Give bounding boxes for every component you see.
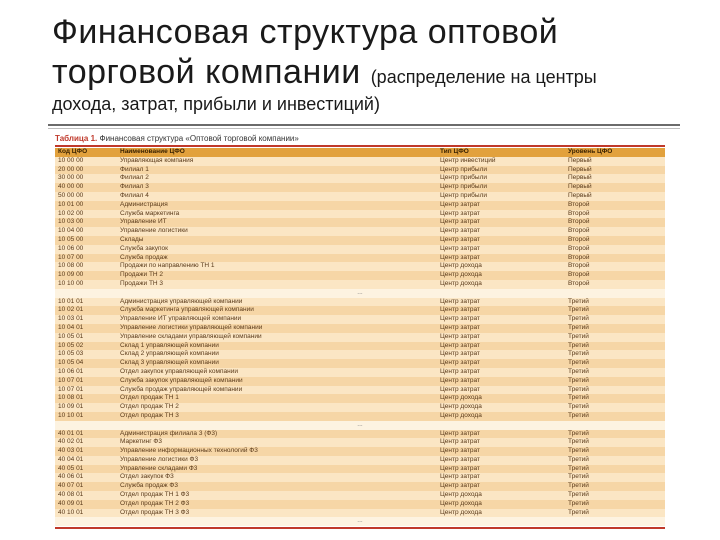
cell-level: Третий bbox=[568, 376, 589, 384]
table-caption-prefix: Таблица 1. bbox=[55, 134, 98, 143]
cell-code: 10 10 01 bbox=[58, 411, 84, 419]
cell-level: Второй bbox=[568, 200, 590, 208]
cell-type: Центр затрат bbox=[440, 385, 480, 393]
cell-type: Центр затрат bbox=[440, 455, 480, 463]
table-row bbox=[55, 359, 665, 368]
cell-type: Центр затрат bbox=[440, 306, 480, 314]
cell-level: Второй bbox=[568, 235, 590, 243]
cell-code: 10 09 00 bbox=[58, 271, 84, 279]
cell-name: Филиал 3 bbox=[120, 183, 149, 191]
cell-name: Администрация bbox=[120, 200, 168, 208]
cell-code: 10 04 00 bbox=[58, 227, 84, 235]
cell-level: Третий bbox=[568, 306, 589, 314]
table-bottom-rule bbox=[55, 527, 665, 529]
cell-code: 10 06 00 bbox=[58, 244, 84, 252]
table-row bbox=[55, 386, 665, 395]
cell-level: Первый bbox=[568, 174, 592, 182]
cell-level: Второй bbox=[568, 253, 590, 261]
cell-type: Центр дохода bbox=[440, 394, 482, 402]
cell-type: Центр затрат bbox=[440, 227, 480, 235]
cell-code: 10 05 00 bbox=[58, 235, 84, 243]
cell-code: 10 09 01 bbox=[58, 403, 84, 411]
ellipsis-cell: ... bbox=[357, 517, 363, 525]
cell-level: Первый bbox=[568, 191, 592, 199]
table-row bbox=[55, 262, 665, 271]
slide-title bbox=[52, 12, 712, 115]
cell-level: Третий bbox=[568, 359, 589, 367]
cell-name: Отдел продаж ТН 3 bbox=[120, 411, 179, 419]
table-row bbox=[55, 298, 665, 307]
cell-type: Центр затрат bbox=[440, 323, 480, 331]
table-caption-text: Финансовая структура «Оптовой торговой компании» bbox=[99, 134, 299, 143]
cell-code: 10 02 01 bbox=[58, 306, 84, 314]
cell-level: Третий bbox=[568, 385, 589, 393]
cell-code: 10 03 00 bbox=[58, 218, 84, 226]
table-row bbox=[55, 509, 665, 518]
cell-code: 40 09 01 bbox=[58, 499, 84, 507]
cell-type: Центр прибыли bbox=[440, 183, 487, 191]
cell-level: Второй bbox=[568, 218, 590, 226]
cell-name: Отдел продаж ТН 1 bbox=[120, 394, 179, 402]
table-row bbox=[55, 289, 665, 298]
cell-level: Третий bbox=[568, 464, 589, 472]
table-row bbox=[55, 218, 665, 227]
cell-name: Отдел продаж ТН 1 Ф3 bbox=[120, 491, 190, 499]
table-row bbox=[55, 210, 665, 219]
table-row bbox=[55, 430, 665, 439]
table-row bbox=[55, 403, 665, 412]
table-row bbox=[55, 394, 665, 403]
cell-type: Центр дохода bbox=[440, 499, 482, 507]
cell-name: Управление ИТ bbox=[120, 218, 167, 226]
cell-level: Третий bbox=[568, 315, 589, 323]
cell-code: 40 01 01 bbox=[58, 429, 84, 437]
title-line-2-small: (распределение на центры bbox=[370, 67, 597, 87]
cell-type: Центр затрат bbox=[440, 253, 480, 261]
cell-code: 10 07 00 bbox=[58, 253, 84, 261]
financial-structure-table-wrap bbox=[55, 134, 665, 530]
table-row bbox=[55, 350, 665, 359]
table-header-row bbox=[55, 148, 665, 157]
cell-type: Центр затрат bbox=[440, 367, 480, 375]
cell-name: Служба закупок bbox=[120, 244, 168, 252]
cell-name: Администрация управляющей компании bbox=[120, 297, 243, 305]
cell-level: Третий bbox=[568, 394, 589, 402]
cell-code: 40 07 01 bbox=[58, 482, 84, 490]
cell-type: Центр затрат bbox=[440, 218, 480, 226]
cell-level: Третий bbox=[568, 429, 589, 437]
cell-name: Продажи ТН 3 bbox=[120, 279, 164, 287]
table-caption bbox=[55, 134, 665, 144]
cell-type: Центр затрат bbox=[440, 235, 480, 243]
cell-code: 40 05 01 bbox=[58, 464, 84, 472]
cell-code: 40 03 01 bbox=[58, 447, 84, 455]
cell-name: Маркетинг Ф3 bbox=[120, 438, 162, 446]
header-type: Тип ЦФО bbox=[437, 148, 565, 157]
table-row bbox=[55, 157, 665, 166]
table-row bbox=[55, 517, 665, 526]
cell-type: Центр дохода bbox=[440, 262, 482, 270]
cell-level: Третий bbox=[568, 403, 589, 411]
cell-name: Отдел закупок управляющей компании bbox=[120, 367, 238, 375]
cell-name: Управляющая компания bbox=[120, 156, 194, 164]
cell-level: Второй bbox=[568, 271, 590, 279]
cell-type: Центр дохода bbox=[440, 403, 482, 411]
table-row bbox=[55, 201, 665, 210]
cell-code: 10 01 01 bbox=[58, 297, 84, 305]
cell-name: Управление логистики bbox=[120, 227, 188, 235]
cell-level: Третий bbox=[568, 491, 589, 499]
cell-type: Центр дохода bbox=[440, 508, 482, 516]
cell-code: 10 05 03 bbox=[58, 350, 84, 358]
table-row bbox=[55, 491, 665, 500]
cell-level: Первый bbox=[568, 156, 592, 164]
title-line-2-main: торговой компании bbox=[52, 53, 361, 91]
header-code: Код ЦФО bbox=[55, 148, 117, 157]
cell-code: 40 04 01 bbox=[58, 455, 84, 463]
cell-type: Центр инвестиций bbox=[440, 156, 496, 164]
cell-name: Отдел продаж ТН 3 Ф3 bbox=[120, 508, 190, 516]
cell-name: Склад 2 управляющей компании bbox=[120, 350, 219, 358]
table-row bbox=[55, 482, 665, 491]
cell-type: Центр затрат bbox=[440, 332, 480, 340]
table-row bbox=[55, 438, 665, 447]
cell-level: Первый bbox=[568, 165, 592, 173]
table-top-rule bbox=[55, 145, 665, 147]
cell-code: 10 06 01 bbox=[58, 367, 84, 375]
table-row bbox=[55, 183, 665, 192]
cell-type: Центр затрат bbox=[440, 200, 480, 208]
cell-level: Второй bbox=[568, 262, 590, 270]
cell-level: Третий bbox=[568, 332, 589, 340]
table-row bbox=[55, 324, 665, 333]
table-row bbox=[55, 236, 665, 245]
cell-type: Центр прибыли bbox=[440, 165, 487, 173]
cell-type: Центр затрат bbox=[440, 473, 480, 481]
cell-type: Центр дохода bbox=[440, 271, 482, 279]
header-name: Наименование ЦФО bbox=[117, 148, 437, 157]
cell-type: Центр затрат bbox=[440, 447, 480, 455]
cell-type: Центр затрат bbox=[440, 464, 480, 472]
cell-code: 40 10 01 bbox=[58, 508, 84, 516]
cell-level: Третий bbox=[568, 367, 589, 375]
cell-code: 10 00 00 bbox=[58, 156, 84, 164]
cell-level: Третий bbox=[568, 482, 589, 490]
cell-type: Центр прибыли bbox=[440, 191, 487, 199]
cell-code: 40 06 01 bbox=[58, 473, 84, 481]
table-row bbox=[55, 342, 665, 351]
cell-code: 40 02 01 bbox=[58, 438, 84, 446]
cell-level: Второй bbox=[568, 244, 590, 252]
cell-name: Управление информационных технологий Ф3 bbox=[120, 447, 258, 455]
title-line-1: Финансовая структура оптовой bbox=[52, 13, 559, 51]
table-row bbox=[55, 192, 665, 201]
cell-name: Управление складами Ф3 bbox=[120, 464, 198, 472]
title-line-2 bbox=[52, 52, 712, 97]
cell-type: Центр затрат bbox=[440, 341, 480, 349]
cell-name: Склад 3 управляющей компании bbox=[120, 359, 219, 367]
cell-code: 10 08 00 bbox=[58, 262, 84, 270]
title-divider-light bbox=[48, 128, 680, 129]
cell-code: 40 08 01 bbox=[58, 491, 84, 499]
cell-code: 10 01 00 bbox=[58, 200, 84, 208]
cell-code: 10 03 01 bbox=[58, 315, 84, 323]
table-row bbox=[55, 456, 665, 465]
cell-name: Склад 1 управляющей компании bbox=[120, 341, 219, 349]
cell-type: Центр затрат bbox=[440, 429, 480, 437]
cell-code: 30 00 00 bbox=[58, 174, 84, 182]
table-row bbox=[55, 412, 665, 421]
cell-level: Третий bbox=[568, 350, 589, 358]
cell-level: Второй bbox=[568, 279, 590, 287]
cell-name: Управление логистики управляющей компании bbox=[120, 323, 263, 331]
cell-name: Служба маркетинга bbox=[120, 209, 180, 217]
cell-type: Центр затрат bbox=[440, 244, 480, 252]
cell-code: 10 10 00 bbox=[58, 279, 84, 287]
cell-name: Филиал 2 bbox=[120, 174, 149, 182]
cell-level: Третий bbox=[568, 508, 589, 516]
cell-type: Центр дохода bbox=[440, 279, 482, 287]
table-row bbox=[55, 306, 665, 315]
cell-level: Третий bbox=[568, 473, 589, 481]
table-row bbox=[55, 254, 665, 263]
ellipsis-cell: ... bbox=[357, 420, 363, 428]
cell-type: Центр дохода bbox=[440, 491, 482, 499]
cell-level: Третий bbox=[568, 297, 589, 305]
cell-level: Второй bbox=[568, 227, 590, 235]
cell-type: Центр прибыли bbox=[440, 174, 487, 182]
table-row bbox=[55, 166, 665, 175]
table-row bbox=[55, 245, 665, 254]
cell-type: Центр затрат bbox=[440, 376, 480, 384]
cell-name: Служба закупок управляющей компании bbox=[120, 376, 243, 384]
cell-type: Центр затрат bbox=[440, 359, 480, 367]
cell-name: Отдел продаж ТН 2 Ф3 bbox=[120, 499, 190, 507]
title-line-3: дохода, затрат, прибыли и инвестиций) bbox=[52, 94, 380, 114]
cell-type: Центр затрат bbox=[440, 482, 480, 490]
cell-code: 40 00 00 bbox=[58, 183, 84, 191]
table-row bbox=[55, 447, 665, 456]
table-row bbox=[55, 377, 665, 386]
financial-structure-table bbox=[55, 148, 665, 526]
cell-type: Центр дохода bbox=[440, 411, 482, 419]
cell-code: 10 02 00 bbox=[58, 209, 84, 217]
cell-name: Отдел продаж ТН 2 bbox=[120, 403, 179, 411]
title-divider bbox=[48, 124, 680, 126]
cell-code: 10 07 01 bbox=[58, 376, 84, 384]
table-row bbox=[55, 368, 665, 377]
cell-type: Центр затрат bbox=[440, 209, 480, 217]
cell-level: Третий bbox=[568, 341, 589, 349]
cell-name: Отдел закупок Ф3 bbox=[120, 473, 174, 481]
ellipsis-cell: ... bbox=[357, 288, 363, 296]
cell-code: 10 05 01 bbox=[58, 332, 84, 340]
header-level: Уровень ЦФО bbox=[565, 148, 665, 157]
table-row bbox=[55, 315, 665, 324]
cell-name: Склады bbox=[120, 235, 144, 243]
cell-level: Второй bbox=[568, 209, 590, 217]
cell-code: 10 05 02 bbox=[58, 341, 84, 349]
cell-name: Управление складами управляющей компании bbox=[120, 332, 262, 340]
cell-code: 10 04 01 bbox=[58, 323, 84, 331]
cell-code: 10 05 04 bbox=[58, 359, 84, 367]
cell-level: Третий bbox=[568, 411, 589, 419]
cell-level: Первый bbox=[568, 183, 592, 191]
cell-code: 20 00 00 bbox=[58, 165, 84, 173]
cell-name: Управление ИТ управляющей компании bbox=[120, 315, 242, 323]
cell-level: Третий bbox=[568, 438, 589, 446]
cell-type: Центр затрат bbox=[440, 438, 480, 446]
cell-name: Служба продаж Ф3 bbox=[120, 482, 178, 490]
cell-type: Центр затрат bbox=[440, 297, 480, 305]
cell-level: Третий bbox=[568, 499, 589, 507]
cell-name: Управление логистики Ф3 bbox=[120, 455, 199, 463]
cell-name: Служба маркетинга управляющей компании bbox=[120, 306, 254, 314]
cell-name: Продажи ТН 2 bbox=[120, 271, 164, 279]
table-row bbox=[55, 174, 665, 183]
cell-type: Центр затрат bbox=[440, 315, 480, 323]
table-row bbox=[55, 421, 665, 430]
table-row bbox=[55, 271, 665, 280]
table-row bbox=[55, 280, 665, 289]
cell-name: Филиал 4 bbox=[120, 191, 149, 199]
table-body bbox=[55, 157, 665, 526]
cell-level: Третий bbox=[568, 447, 589, 455]
cell-code: 10 07 01 bbox=[58, 385, 84, 393]
cell-name: Служба продаж bbox=[120, 253, 168, 261]
cell-type: Центр затрат bbox=[440, 350, 480, 358]
table-row bbox=[55, 500, 665, 509]
table-row bbox=[55, 333, 665, 342]
table-row bbox=[55, 227, 665, 236]
cell-name: Служба продаж управляющей компании bbox=[120, 385, 243, 393]
cell-code: 10 08 01 bbox=[58, 394, 84, 402]
cell-name: Филиал 1 bbox=[120, 165, 149, 173]
cell-name: Продажи по направлению ТН 1 bbox=[120, 262, 215, 270]
table-row bbox=[55, 465, 665, 474]
cell-name: Администрация филиала 3 (Ф3) bbox=[120, 429, 218, 437]
cell-code: 50 00 00 bbox=[58, 191, 84, 199]
table-row bbox=[55, 473, 665, 482]
cell-level: Третий bbox=[568, 323, 589, 331]
cell-level: Третий bbox=[568, 455, 589, 463]
